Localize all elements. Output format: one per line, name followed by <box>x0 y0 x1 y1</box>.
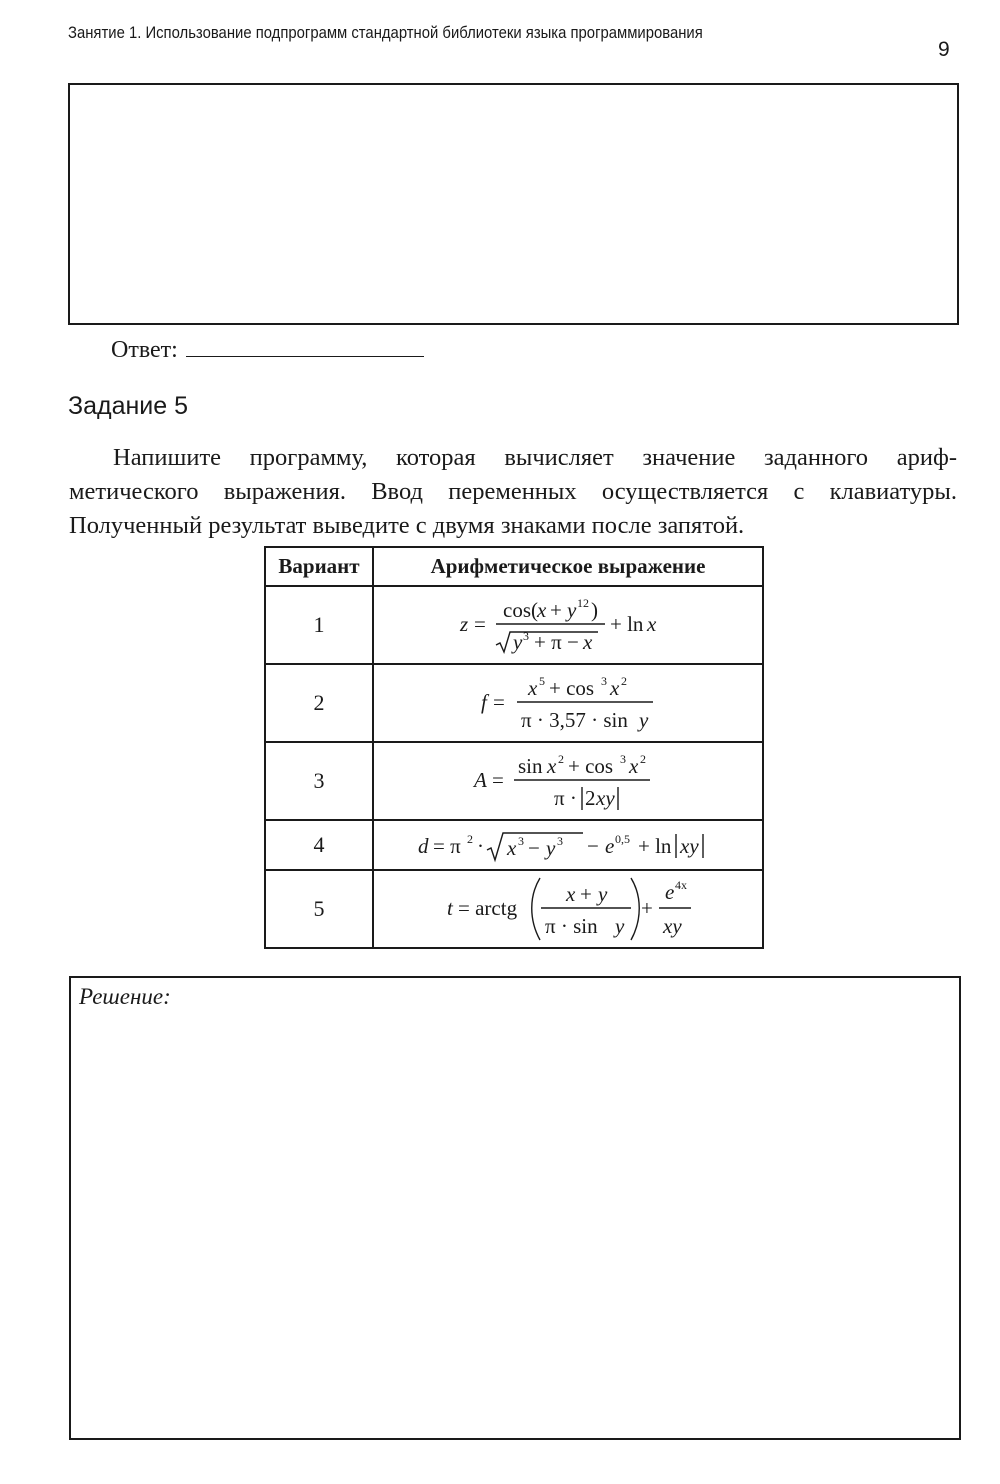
answer-blank <box>186 336 424 357</box>
formula-4-image <box>413 823 723 867</box>
svg-text:2: 2 <box>640 752 646 766</box>
formula-1 <box>373 586 763 664</box>
table-row <box>265 664 763 742</box>
variant-number: 3 <box>265 742 373 820</box>
formula-1-image <box>448 590 688 660</box>
svg-text:): ) <box>591 598 598 622</box>
svg-text:xy: xy <box>663 914 682 938</box>
formula-2 <box>373 664 763 742</box>
svg-text:+ ln: + ln <box>610 612 644 636</box>
task-text-line-1: Напишите программу, которая вычисляет значение заданного ариф- <box>113 444 957 471</box>
formula-2-image <box>473 668 663 738</box>
task-title: Задание 5 <box>68 392 189 420</box>
answer-label: Ответ: <box>111 337 178 363</box>
page-number: 9 <box>938 38 950 61</box>
svg-text:=: = <box>492 768 504 792</box>
code-listing-box <box>68 83 959 325</box>
svg-text:3: 3 <box>620 752 626 766</box>
svg-text:x: x <box>583 630 593 654</box>
formula-3 <box>373 742 763 820</box>
variant-number: 1 <box>265 586 373 664</box>
table-header-row <box>265 547 763 586</box>
svg-text:−: − <box>587 834 599 858</box>
variant-number: 2 <box>265 664 373 742</box>
svg-text:f: f <box>481 690 487 714</box>
svg-text:t: t <box>447 896 453 920</box>
column-header-variant: Вариант <box>265 547 373 586</box>
formula-5-image <box>443 874 693 944</box>
svg-text:2: 2 <box>558 752 564 766</box>
svg-text:y: y <box>513 630 523 654</box>
svg-text:2: 2 <box>467 832 473 846</box>
svg-text:5: 5 <box>539 674 545 688</box>
svg-text:+ π −: + π − <box>534 630 579 654</box>
svg-text:y: y <box>567 598 577 622</box>
solution-label: Решение: <box>79 984 171 1009</box>
svg-text:·: · <box>477 834 484 858</box>
answer-line <box>111 336 424 364</box>
svg-text:e: e <box>665 880 675 904</box>
svg-text:2: 2 <box>621 674 627 688</box>
svg-text:y: y <box>615 914 625 938</box>
svg-text:12: 12 <box>577 596 589 610</box>
svg-text:π · 3,57 · sin: π · 3,57 · sin <box>521 708 628 732</box>
svg-text:xy: xy <box>596 786 615 810</box>
running-head: Занятие 1. Использование подпрограмм стандартной библиотеки языка программирования <box>68 24 703 42</box>
svg-text:e: e <box>605 834 615 858</box>
svg-text:y: y <box>639 708 649 732</box>
table-row <box>265 820 763 870</box>
svg-text:xy: xy <box>680 834 699 858</box>
svg-text:x: x <box>507 836 517 860</box>
svg-text:x: x <box>647 612 657 636</box>
svg-text:= arctg: = arctg <box>458 896 518 920</box>
task-text-line-3: Полученный результат выведите с двумя знаками после запятой. <box>69 512 745 539</box>
solution-box <box>69 976 961 1440</box>
svg-text:+ cos: + cos <box>568 754 614 778</box>
svg-text:y: y <box>546 836 556 860</box>
svg-text:π · sin: π · sin <box>545 914 598 938</box>
svg-text:A: A <box>474 768 487 792</box>
formula-4 <box>373 820 763 870</box>
svg-text:4x: 4x <box>675 878 687 892</box>
svg-text:+ cos: + cos <box>549 676 595 700</box>
formula-3-image <box>468 746 668 816</box>
svg-text:x: x <box>537 598 547 622</box>
svg-text:x: x <box>610 676 620 700</box>
task-text-line-2: метического выражения. Ввод переменных осуществляется с клавиатуры. <box>69 478 957 505</box>
formula-5 <box>373 870 763 948</box>
svg-text:π ·: π · <box>554 786 577 810</box>
svg-text:z: z <box>460 612 469 636</box>
svg-text:+ ln: + ln <box>638 834 672 858</box>
svg-text:2: 2 <box>585 786 596 810</box>
svg-text:3: 3 <box>557 834 563 848</box>
svg-text:=: = <box>474 612 486 636</box>
svg-text:0,5: 0,5 <box>615 832 630 846</box>
svg-text:= π: = π <box>433 834 461 858</box>
svg-text:=: = <box>493 690 505 714</box>
svg-text:d: d <box>418 834 429 858</box>
svg-text:x: x <box>629 754 639 778</box>
svg-text:y: y <box>598 882 608 906</box>
svg-text:x: x <box>547 754 557 778</box>
svg-text:cos(: cos( <box>503 598 538 622</box>
svg-text:x: x <box>566 882 576 906</box>
table-row <box>265 742 763 820</box>
table-row <box>265 870 763 948</box>
svg-text:sin: sin <box>518 754 543 778</box>
variant-number: 5 <box>265 870 373 948</box>
svg-text:+: + <box>641 896 653 920</box>
table-row <box>265 586 763 664</box>
svg-text:+: + <box>580 882 592 906</box>
svg-text:3: 3 <box>518 834 524 848</box>
variants-table <box>264 546 764 949</box>
task-description <box>69 441 957 543</box>
svg-text:+: + <box>550 598 562 622</box>
column-header-expression: Арифметическое выражение <box>373 547 763 586</box>
svg-text:3: 3 <box>601 674 607 688</box>
variant-number: 4 <box>265 820 373 870</box>
svg-text:3: 3 <box>523 629 529 643</box>
svg-text:x: x <box>528 676 538 700</box>
svg-text:−: − <box>528 836 540 860</box>
